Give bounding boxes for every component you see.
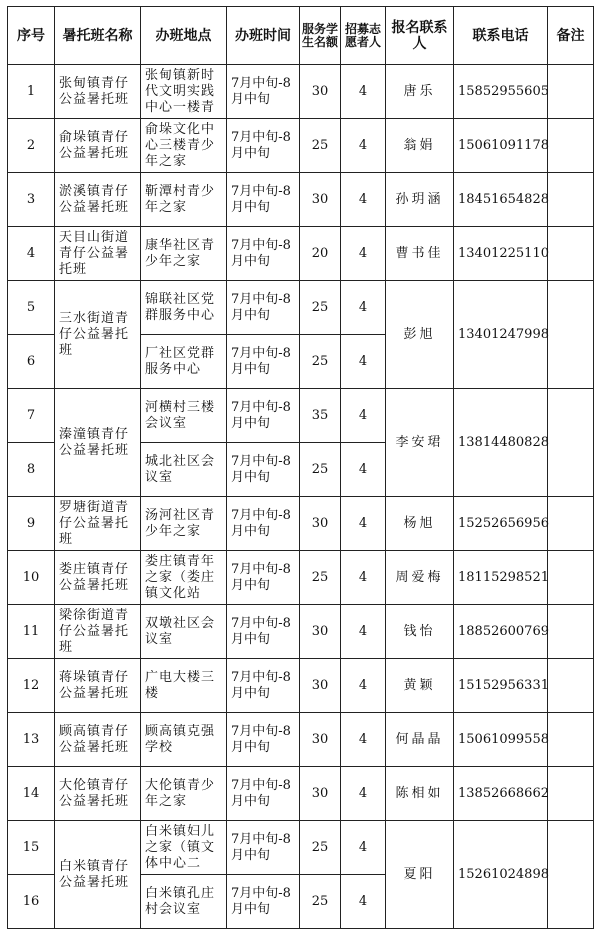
cell-time: 7月中旬-8月中旬 [227,389,300,443]
cell-location [141,497,227,551]
cell-no: 14 [8,767,55,821]
cell-name-text: 罗塘街道青仔公益暑托班 [59,499,130,547]
cell-name-text: 蒋垛镇青仔公益暑托班 [59,669,130,701]
cell-location-text: 靳潭村青少年之家 [145,183,216,215]
cell-volunteers: 4 [341,173,386,227]
cell-no: 11 [8,605,55,659]
cell-time: 7月中旬-8月中旬 [227,659,300,713]
cell-phone: 15252656956 [454,497,548,551]
cell-note [548,227,594,281]
header-phone: 联系电话 [454,7,548,65]
cell-name-text: 顾高镇青仔公益暑托班 [59,723,130,755]
cell-location [141,389,227,443]
cell-location [141,119,227,173]
cell-location [141,443,227,497]
cell-note [548,281,594,389]
cell-time: 7月中旬-8月中旬 [227,713,300,767]
cell-location-text: 白米镇妇儿之家（镇文体中心二 [145,823,216,871]
cell-location [141,713,227,767]
cell-location-text: 双墩社区会议室 [145,615,216,647]
cell-volunteers: 4 [341,605,386,659]
cell-volunteers: 4 [341,767,386,821]
cell-location [141,551,227,605]
cell-location-text: 顾高镇克强学校 [145,723,216,755]
cell-time: 7月中旬-8月中旬 [227,605,300,659]
cell-location-text: 汤河社区青少年之家 [145,507,216,539]
cell-name [55,281,141,389]
table-row [8,659,594,713]
cell-quota: 30 [300,497,341,551]
cell-note [548,551,594,605]
cell-name-text: 娄庄镇青仔公益暑托班 [59,561,130,593]
cell-contact: 唐乐 [386,65,454,119]
cell-time: 7月中旬-8月中旬 [227,497,300,551]
cell-name-text: 大伦镇青仔公益暑托班 [59,777,130,809]
cell-phone: 18115298521 [454,551,548,605]
cell-name [55,767,141,821]
table-row [8,713,594,767]
cell-quota: 30 [300,605,341,659]
table-row [8,65,594,119]
cell-no: 4 [8,227,55,281]
cell-volunteers: 4 [341,497,386,551]
cell-contact: 彭旭 [386,281,454,389]
cell-time: 7月中旬-8月中旬 [227,281,300,335]
cell-note [548,173,594,227]
cell-time: 7月中旬-8月中旬 [227,119,300,173]
cell-time: 7月中旬-8月中旬 [227,821,300,875]
cell-time: 7月中旬-8月中旬 [227,875,300,929]
cell-location [141,659,227,713]
cell-contact: 杨旭 [386,497,454,551]
cell-quota: 30 [300,659,341,713]
table-row [8,119,594,173]
cell-name-text: 梁徐街道青仔公益暑托班 [59,607,130,655]
header-name: 暑托班名称 [55,7,141,65]
cell-volunteers: 4 [341,659,386,713]
cell-phone: 18451654828 [454,173,548,227]
cell-name [55,551,141,605]
cell-location [141,605,227,659]
cell-contact: 周爱梅 [386,551,454,605]
cell-location-text: 俞垛文化中心三楼青少年之家 [145,121,216,169]
table-row [8,389,594,443]
cell-contact: 夏阳 [386,821,454,929]
header-note: 备注 [548,7,594,65]
cell-quota: 25 [300,551,341,605]
cell-contact: 孙玥涵 [386,173,454,227]
cell-location-text: 城北社区会议室 [145,453,216,485]
cell-time: 7月中旬-8月中旬 [227,335,300,389]
cell-no: 7 [8,389,55,443]
cell-location-text: 康华社区青少年之家 [145,237,216,269]
cell-note [548,389,594,497]
cell-no: 10 [8,551,55,605]
cell-volunteers: 4 [341,443,386,497]
cell-quota: 25 [300,821,341,875]
cell-volunteers: 4 [341,713,386,767]
cell-volunteers: 4 [341,551,386,605]
cell-name [55,173,141,227]
cell-note [548,821,594,929]
header-contact: 报名联系人 [386,7,454,65]
cell-location [141,227,227,281]
summer-class-table [7,6,594,929]
cell-name [55,497,141,551]
cell-phone: 13814480828 [454,389,548,497]
header-row [8,7,594,65]
cell-location [141,767,227,821]
cell-phone: 15852955605 [454,65,548,119]
cell-contact: 何晶晶 [386,713,454,767]
cell-name-text: 溱潼镇青仔公益暑托班 [59,426,130,458]
cell-no: 1 [8,65,55,119]
cell-phone: 15061091178 [454,119,548,173]
cell-name [55,605,141,659]
cell-time: 7月中旬-8月中旬 [227,227,300,281]
cell-quota: 25 [300,443,341,497]
cell-name-text: 三水街道青仔公益暑托班 [59,310,130,358]
cell-location-text: 厂社区党群服务中心 [145,345,216,377]
cell-name [55,119,141,173]
cell-phone: 13852668662 [454,767,548,821]
cell-name-text: 淤溪镇青仔公益暑托班 [59,183,130,215]
cell-contact: 李安珺 [386,389,454,497]
cell-no: 6 [8,335,55,389]
cell-contact: 黄颖 [386,659,454,713]
cell-contact: 钱怡 [386,605,454,659]
cell-no: 13 [8,713,55,767]
cell-no: 15 [8,821,55,875]
cell-note [548,497,594,551]
cell-location-text: 广电大楼三楼 [145,669,216,701]
cell-time: 7月中旬-8月中旬 [227,767,300,821]
cell-phone: 15152956331 [454,659,548,713]
cell-quota: 35 [300,389,341,443]
cell-name-text: 张甸镇青仔公益暑托班 [59,75,130,107]
cell-no: 16 [8,875,55,929]
cell-time: 7月中旬-8月中旬 [227,173,300,227]
cell-location [141,173,227,227]
cell-location [141,281,227,335]
cell-volunteers: 4 [341,65,386,119]
cell-volunteers: 4 [341,335,386,389]
cell-volunteers: 4 [341,281,386,335]
cell-phone: 18852600769 [454,605,548,659]
header-time: 办班时间 [227,7,300,65]
cell-contact: 翁娟 [386,119,454,173]
cell-phone: 13401247998 [454,281,548,389]
table-row [8,605,594,659]
cell-volunteers: 4 [341,821,386,875]
table-row [8,281,594,335]
table-row [8,227,594,281]
cell-quota: 25 [300,875,341,929]
cell-name [55,227,141,281]
header-location: 办班地点 [141,7,227,65]
cell-note [548,605,594,659]
cell-phone: 15061099558 [454,713,548,767]
table-row [8,767,594,821]
cell-location-text: 大伦镇青少年之家 [145,777,216,809]
cell-contact: 陈相如 [386,767,454,821]
cell-note [548,767,594,821]
cell-volunteers: 4 [341,875,386,929]
cell-no: 8 [8,443,55,497]
cell-time: 7月中旬-8月中旬 [227,551,300,605]
cell-name [55,659,141,713]
cell-quota: 30 [300,767,341,821]
header-volunteers: 招募志愿者人 [341,7,386,65]
cell-no: 2 [8,119,55,173]
table-row [8,173,594,227]
cell-quota: 25 [300,119,341,173]
cell-location-text: 河横村三楼会议室 [145,399,216,431]
table-row [8,821,594,875]
cell-name-text: 白米镇青仔公益暑托班 [59,858,130,890]
table-row [8,551,594,605]
cell-name-text: 俞垛镇青仔公益暑托班 [59,129,130,161]
cell-location [141,65,227,119]
cell-location [141,821,227,875]
header-no: 序号 [8,7,55,65]
cell-note [548,65,594,119]
cell-location-text: 张甸镇新时代文明实践中心一楼青 [145,67,216,115]
cell-location-text: 娄庄镇青年之家（娄庄镇文化站 [145,553,216,601]
cell-note [548,713,594,767]
cell-quota: 30 [300,65,341,119]
cell-name [55,821,141,929]
cell-contact: 曹书佳 [386,227,454,281]
cell-quota: 20 [300,227,341,281]
cell-location [141,875,227,929]
cell-time: 7月中旬-8月中旬 [227,65,300,119]
table-row [8,497,594,551]
cell-no: 5 [8,281,55,335]
cell-name [55,389,141,497]
header-quota: 服务学生名额 [300,7,341,65]
cell-phone: 15261024898 [454,821,548,929]
cell-volunteers: 4 [341,119,386,173]
cell-location [141,335,227,389]
cell-volunteers: 4 [341,227,386,281]
cell-quota: 30 [300,713,341,767]
cell-quota: 25 [300,281,341,335]
cell-volunteers: 4 [341,389,386,443]
cell-quota: 30 [300,173,341,227]
cell-note [548,659,594,713]
cell-location-text: 锦联社区党群服务中心 [145,291,216,323]
cell-phone: 13401225110 [454,227,548,281]
cell-name [55,65,141,119]
cell-name [55,713,141,767]
cell-quota: 25 [300,335,341,389]
cell-note [548,119,594,173]
cell-location-text: 白米镇孔庄村会议室 [145,885,216,917]
cell-no: 3 [8,173,55,227]
cell-no: 9 [8,497,55,551]
cell-name-text: 天目山街道青仔公益暑托班 [59,229,130,277]
cell-time: 7月中旬-8月中旬 [227,443,300,497]
cell-no: 12 [8,659,55,713]
